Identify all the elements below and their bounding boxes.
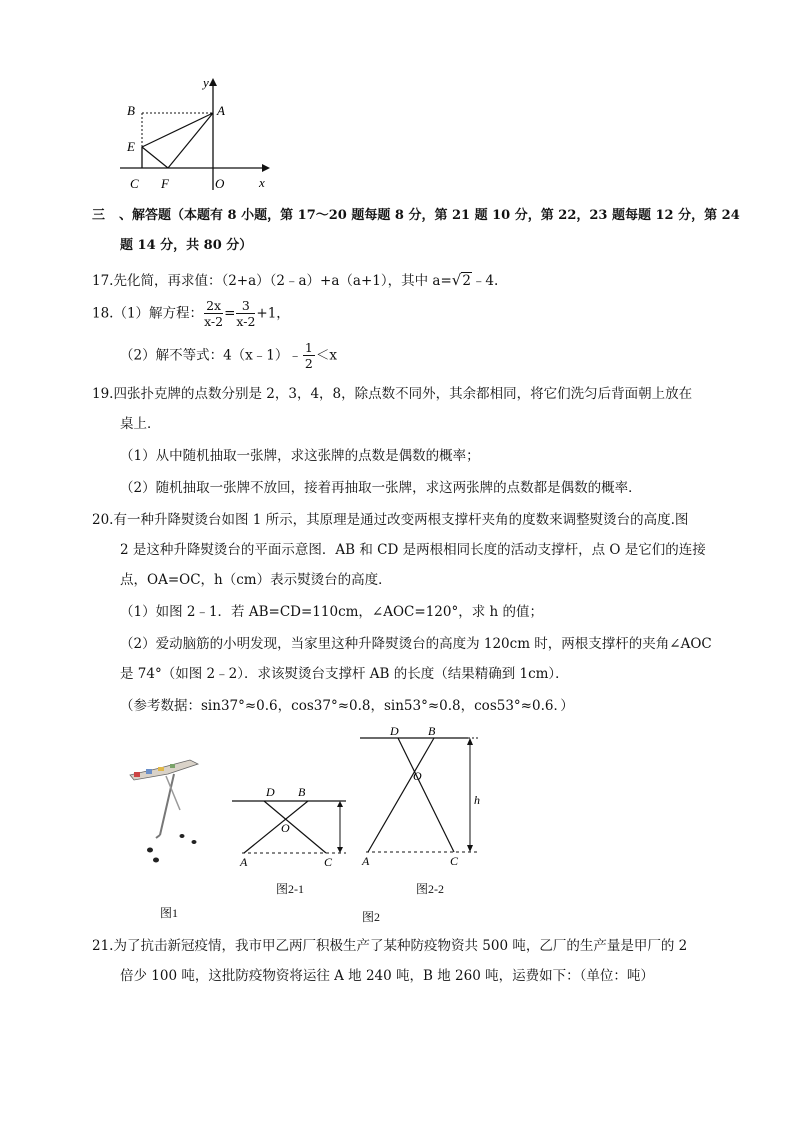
fig2-2-caption: 图2-2	[416, 882, 444, 896]
label-a: A	[362, 854, 370, 868]
figure-1-ironing-board	[120, 750, 210, 875]
foot	[192, 840, 197, 844]
height-arrow-top	[337, 801, 343, 807]
foot	[180, 834, 185, 838]
q18-part2-prefix: （2）解不等式：4（x﹣1）﹣	[120, 347, 302, 364]
height-arrow-bottom	[337, 847, 343, 853]
q20-line3: 点，OA=OC，h（cm）表示熨烫台的高度．	[120, 572, 392, 588]
question-18-part2	[120, 340, 337, 371]
q18-frac2-numerator: 3	[236, 298, 255, 314]
q19-sub1: （1）从中随机抽取一张牌，求这张牌的点数是偶数的概率；	[120, 448, 480, 464]
section-title: 、解答题	[119, 208, 172, 223]
label-o: O	[281, 821, 290, 835]
q18-frac3-denominator: 2	[304, 356, 313, 371]
label-a: A	[217, 103, 225, 118]
label-o: O	[413, 769, 422, 783]
foot	[153, 858, 159, 863]
label-c: C	[450, 854, 459, 868]
q17-text: 17.先化简，再求值：（2+a）（2﹣a）+a（a+1），其中 a=	[92, 273, 452, 289]
segment-fa	[168, 113, 213, 168]
board-pattern-dot	[134, 772, 140, 777]
question-17: 17.先化简，再求值：（2+a）（2﹣a）+a（a+1），其中 a=√2﹣4.	[92, 271, 499, 289]
segment-ef	[142, 147, 168, 168]
rod-dc	[398, 738, 454, 852]
board-pattern-dot	[158, 767, 164, 771]
label-h: h	[474, 793, 480, 807]
height-arrow-top	[467, 738, 473, 745]
q20-reference-data: （参考数据：sin37°≈0.6，cos37°≈0.8，sin53°≈0.8，cos53°≈0.6．）	[120, 698, 574, 714]
label-a: A	[240, 855, 248, 869]
q21-line1: 21.为了抗击新冠疫情，我市甲乙两厂积极生产了某种防疫物资共 500 吨，乙厂的生产量是甲厂的 2	[92, 938, 688, 954]
q18-fraction-3	[303, 340, 315, 371]
y-axis-arrow	[209, 78, 217, 86]
section-heading	[92, 206, 740, 226]
label-b: B	[428, 724, 436, 738]
section-index: 三	[92, 208, 106, 223]
q19-line2: 桌上．	[120, 416, 161, 432]
label-o: O	[215, 176, 225, 191]
label-x: x	[259, 175, 265, 190]
label-b: B	[127, 103, 135, 118]
q19-sub2: （2）随机抽取一张牌不放回，接着再抽取一张牌，求这两张牌的点数都是偶数的概率．	[120, 480, 642, 496]
q18-fraction-2	[236, 298, 255, 329]
q20-line2: 2 是这种升降熨烫台的平面示意图．AB 和 CD 是两根相同长度的活动支撑杆，点 O 是它们的连接	[120, 542, 706, 558]
coordinate-figure	[110, 70, 280, 200]
question-18-part1	[92, 298, 290, 329]
figure-2-2	[350, 722, 490, 872]
rod-dc	[264, 801, 326, 853]
q18-fraction-1	[204, 298, 223, 329]
rod-ba	[244, 801, 308, 853]
foot	[147, 848, 153, 853]
q18-frac2-denominator: x-2	[236, 314, 256, 329]
section-note-line2: 题 14 分，共 80 分）	[120, 238, 253, 253]
leg	[156, 835, 160, 838]
figure-2-1	[228, 780, 358, 875]
q18-equals: =	[224, 305, 236, 322]
rod-ba	[368, 738, 434, 852]
label-b: B	[298, 785, 306, 799]
q20-sub1: （1）如图 2﹣1．若 AB=CD=110cm，∠AOC=120°，求 h 的值；	[120, 604, 543, 620]
label-e: E	[127, 139, 135, 154]
board-pattern-dot	[170, 764, 175, 768]
fig1-caption: 图1	[160, 906, 179, 920]
section-note-line1: （本题有 8 小题，第 17～20 题每题 8 分，第 21 题 10 分，第 22，23 题每题 12 分，第 24	[171, 208, 740, 223]
label-c: C	[130, 176, 139, 191]
q19-line1: 19.四张扑克牌的点数分别是 2，3，4，8，除点数不同外，其余都相同，将它们洗匀后背面朝上放在	[92, 386, 693, 402]
fig2-caption: 图2	[362, 910, 381, 924]
q18-part2-tail: ＜x	[315, 347, 337, 364]
label-f: F	[161, 176, 169, 191]
label-d: D	[390, 724, 399, 738]
segment-ea	[142, 113, 213, 147]
q20-line1: 20.有一种升降熨烫台如图 1 所示，其原理是通过改变两根支撑杆夹角的度数来调整熨烫台的高度.图	[92, 512, 689, 528]
q18-part1-tail: +1，	[256, 305, 290, 322]
q18-part1-prefix: 18.（1）解方程：	[92, 305, 204, 322]
q17-radicand: 2	[462, 273, 471, 289]
height-arrow-bottom	[467, 845, 473, 852]
x-axis-arrow	[262, 164, 270, 172]
label-y: y	[203, 75, 209, 90]
q18-frac1-denominator: x-2	[204, 314, 224, 329]
q18-frac1-numerator: 2x	[206, 298, 222, 313]
leg	[160, 774, 174, 835]
q20-sub2-line2: 是 74°（如图 2﹣2）．求该熨烫台支撑杆 AB 的长度（结果精确到 1cm）．	[120, 666, 569, 682]
board-pattern-dot	[146, 769, 152, 774]
q17-tail: ﹣4.	[471, 273, 499, 289]
q18-frac3-numerator: 1	[304, 340, 313, 355]
fig2-1-caption: 图2-1	[276, 882, 304, 896]
q21-line2: 倍少 100 吨，这批防疫物资将运往 A 地 240 吨，B 地 260 吨，运费如下：（单位：吨）	[120, 968, 654, 984]
label-c: C	[324, 855, 333, 869]
label-d: D	[266, 785, 275, 799]
q20-sub2-line1: （2）爱动脑筋的小明发现，当家里这种升降熨烫台的高度为 120cm 时，两根支撑杆的夹角∠AOC	[120, 636, 712, 652]
